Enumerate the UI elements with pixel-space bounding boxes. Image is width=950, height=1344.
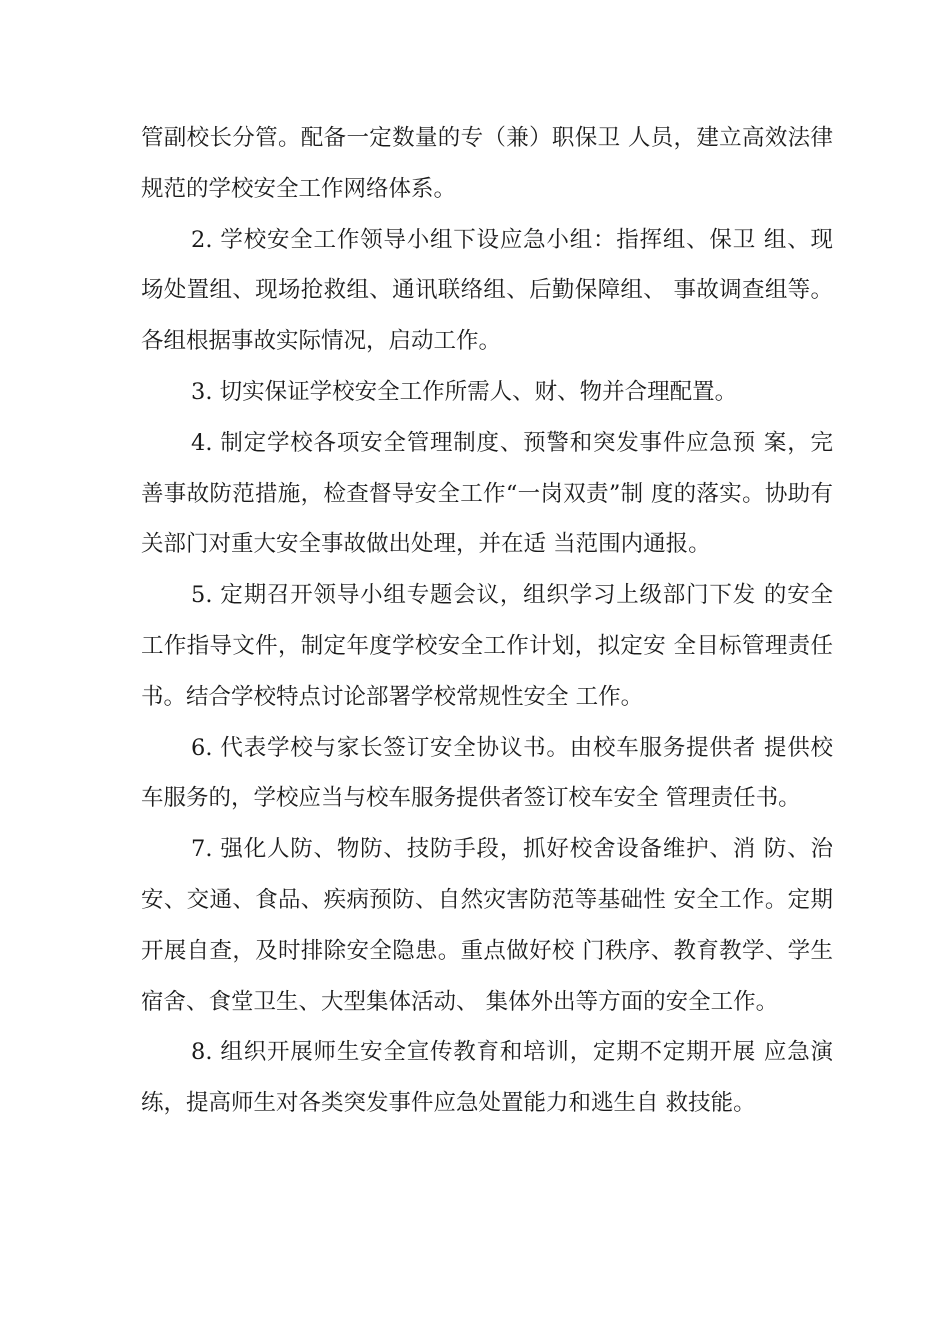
paragraph-item-4: 4. 制定学校各项安全管理制度、预警和突发事件应急预 案，完善事故防范措施，检查督导安全工作“一岗双责”制 度的落实。协助有关部门对重大安全事故做出处理，并在适 当范围内通报。 bbox=[141, 429, 833, 558]
paragraph-continuation: 管副校长分管。配备一定数量的专（兼）职保卫 人员，建立高效法律规范的学校安全工作网络体系。 bbox=[141, 125, 833, 202]
paragraph-item-8: 8. 组织开展师生安全宣传教育和培训，定期不定期开展 应急演练，提高师生对各类突发事件应急处置能力和逃生自 救技能。 bbox=[141, 1039, 833, 1117]
paragraph-item-7: 7. 强化人防、物防、技防手段，抓好校舍设备维护、消 防、治安、交通、食品、疾病预防、自然灾害防范等基础性 安全工作。定期开展自查，及时排除安全隐患。重点做好校 门秩序、教育教学、学生宿舍、食堂卫生、大型集体活动、 集体外出等方面的安全工作。 bbox=[141, 836, 833, 1015]
paragraph-item-5: 5. 定期召开领导小组专题会议，组织学习上级部门下发 的安全工作指导文件，制定年度学校安全工作计划，拟定安 全目标管理责任书。结合学校特点讨论部署学校常规性安全 工作。 bbox=[141, 582, 833, 710]
document-body bbox=[141, 113, 833, 1129]
paragraph-item-6: 6. 代表学校与家长签订安全协议书。由校车服务提供者 提供校车服务的，学校应当与校车服务提供者签订校车安全 管理责任书。 bbox=[141, 734, 833, 812]
paragraph-item-3: 3. 切实保证学校安全工作所需人、财、物并合理配置。 bbox=[191, 378, 738, 405]
paragraph-item-2: 2. 学校安全工作领导小组下设应急小组：指挥组、保卫 组、现场处置组、现场抢救组、通讯联络组、后勤保障组、 事故调查组等。各组根据事故实际情况，启动工作。 bbox=[141, 226, 833, 355]
